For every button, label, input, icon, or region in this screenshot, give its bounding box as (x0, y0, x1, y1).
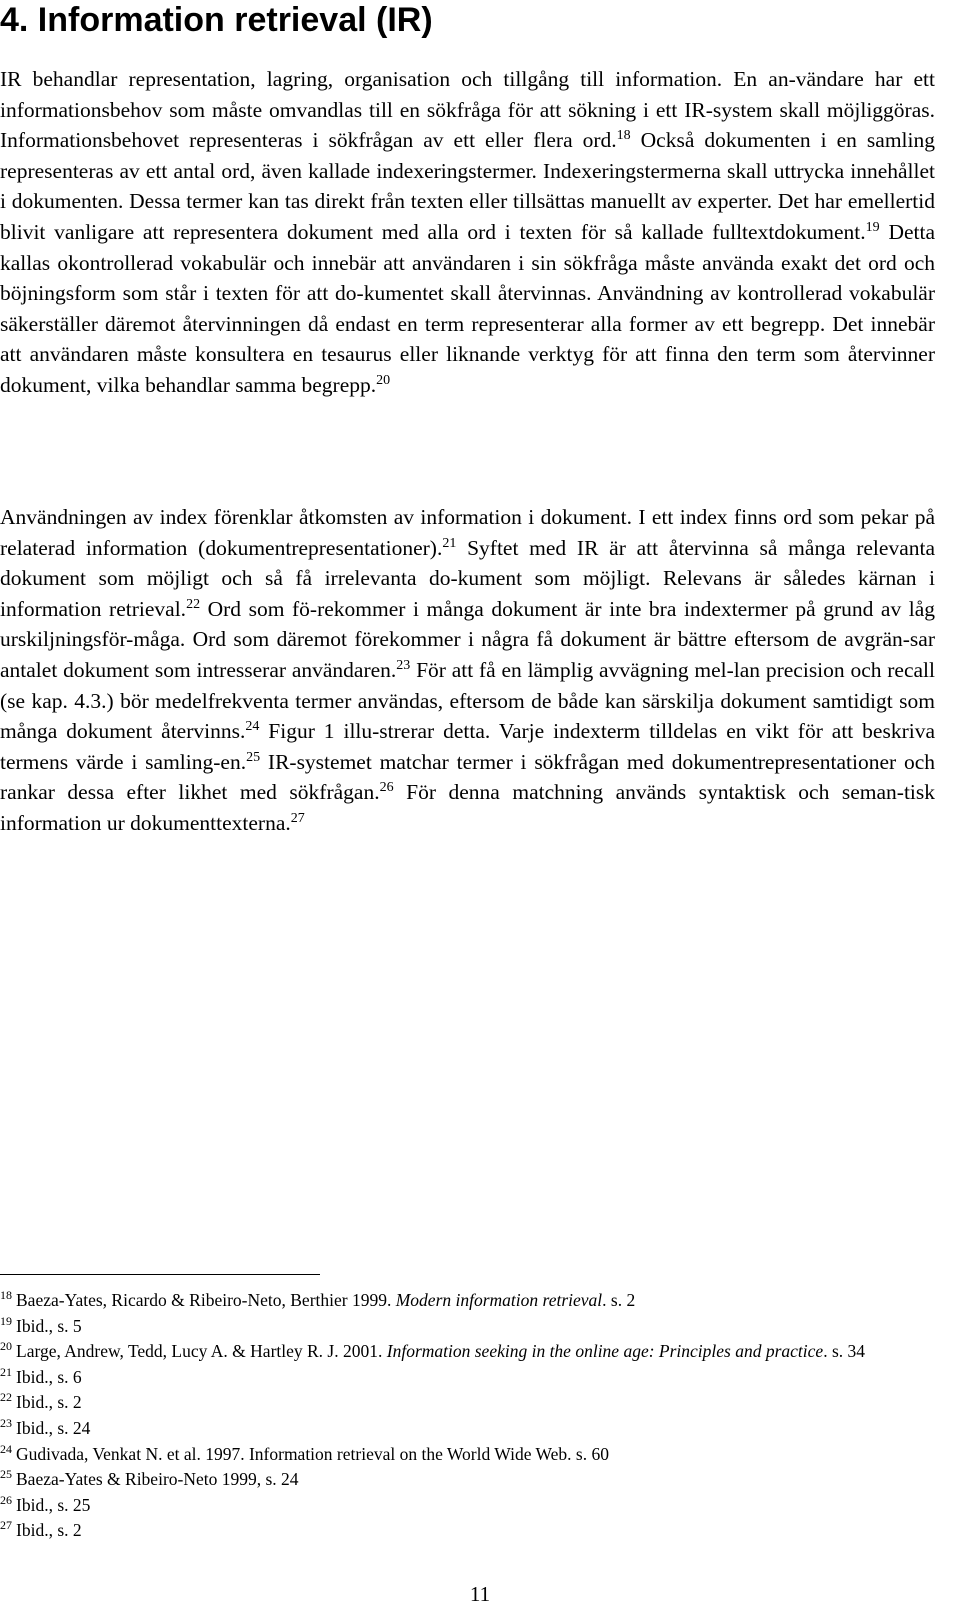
footnote-item (0, 1314, 945, 1340)
paragraph-1 (0, 64, 935, 401)
footnote-text: Baeza-Yates & Ribeiro-Neto 1999, s. 24 (16, 1469, 299, 1490)
footnote-title: Information seeking in the online age: Principles and practice (386, 1341, 824, 1362)
section-heading: 4. Information retrieval (IR) (0, 1, 433, 39)
paragraph-2-text-7: För denna matchning används syntaktisk och seman-tisk information ur dokumenttexterna. (0, 780, 936, 835)
footnote-number: 24 (0, 1441, 12, 1456)
footnote-text: Baeza-Yates, Ricardo & Ribeiro-Neto, Berthier 1999. (16, 1290, 392, 1310)
footnote-text: Ibid., s. 25 (16, 1494, 91, 1515)
paragraph-1-text-1: IR behandlar representation, lagring, organisation och tillgång till information. En an-vändare har ett informationsbehov som måste omvandlas till en sökfråga för att sökning i ett IR-system skall möjliggöras. Informationsbehovet representeras i sökfrågan av ett eller flera ord. (0, 67, 935, 153)
footnote-text: Ibid., s. 2 (16, 1392, 82, 1413)
paragraph-2-text-1: Användningen av index förenklar åtkomsten av information i dokument. I ett index finns ord som pekar på relaterad information (dokumentrepresentationer). (0, 505, 935, 560)
footnote-text: Ibid., s. 5 (16, 1315, 82, 1336)
footnote-number: 18 (0, 1288, 12, 1302)
footnote-ref-27[interactable]: 27 (290, 810, 305, 826)
footnote-number: 23 (0, 1415, 12, 1430)
footnote-ref-22[interactable]: 22 (186, 596, 201, 612)
footnote-ref-26[interactable]: 26 (379, 780, 394, 796)
footnote-item (0, 1467, 945, 1493)
footnote-number: 20 (0, 1339, 12, 1354)
footnote-ref-18[interactable]: 18 (616, 128, 631, 144)
footnote-item (0, 1493, 945, 1519)
footnote-ref-21[interactable]: 21 (442, 535, 457, 551)
paragraph-2-text-4: För att få en lämplig avvägning mel-lan precision och recall (se kap. 4.3.) bör medelfrekventa termer användas, eftersom de både kan särskilja dokument samtidigt som många dokument återvinns. (0, 657, 936, 744)
footnote-item (0, 1390, 945, 1416)
footnote-number: 21 (0, 1364, 12, 1379)
footnote-ref-20[interactable]: 20 (376, 372, 391, 388)
paragraph-2-text-6: IR-systemet matchar termer i sökfrågan med dokumentrepresentationer och rankar dessa efter likhet med sökfrågan. (0, 749, 936, 805)
paragraph-2-text-5: Figur 1 illu-strerar detta. Varje indexterm tilldelas en vikt för att beskriva termens värde i samling-en. (0, 719, 936, 774)
page-number: 11 (469, 1582, 491, 1606)
footnote-list (0, 1288, 945, 1544)
footnote-ref-23[interactable]: 23 (396, 657, 411, 673)
footnote-text: Ibid., s. 24 (16, 1417, 91, 1438)
footnote-separator (0, 1274, 320, 1275)
paragraph-2-text-2: Syftet med IR är att återvinna så många relevanta dokument som möjligt och så få irrelevanta do-kument som möjligt. Relevans är således kärnan i information retrieval. (0, 535, 936, 621)
paragraph-2 (0, 502, 935, 839)
footnote-ref-24[interactable]: 24 (245, 719, 260, 735)
footnote-item (0, 1518, 945, 1544)
footnote-number: 26 (0, 1492, 12, 1507)
footnote-ref-25[interactable]: 25 (246, 749, 261, 765)
footnote-text: Gudivada, Venkat N. et al. 1997. Information retrieval on the World Wide Web. s. 60 (16, 1443, 609, 1464)
footnote-item (0, 1339, 945, 1365)
footnote-suffix: . s. 2 (602, 1290, 636, 1310)
footnote-item (0, 1442, 945, 1468)
footnote-item (0, 1288, 945, 1314)
footnote-item (0, 1365, 945, 1391)
footnote-number: 19 (0, 1313, 12, 1328)
footnote-item (0, 1416, 945, 1442)
footnote-number: 27 (0, 1518, 12, 1533)
footnote-text: Ibid., s. 2 (16, 1520, 82, 1541)
footnote-suffix: . s. 34 (823, 1341, 865, 1362)
footnote-text: Ibid., s. 6 (16, 1366, 82, 1387)
footnote-ref-19[interactable]: 19 (865, 219, 880, 235)
footnote-number: 25 (0, 1467, 12, 1482)
footnote-text: Large, Andrew, Tedd, Lucy A. & Hartley R. J. 2001. (16, 1341, 383, 1362)
paragraph-1-text-3: Detta kallas okontrollerad vokabulär och innebär att användaren i sin sökfråga måste använda exakt det ord och böjningsform som står i texten för att do-kumentet skall återvinnas. Användning av kontrollerad vokabulär säkerställer däremot återvinningen då endast en term representerar alla former av ett begrepp. Det innebär att användaren måste konsultera en tesaurus eller liknande verktyg för att finna den term som återvinner dokument, vilka behandlar samma begrepp. (0, 219, 936, 397)
paragraph-1-text-2: Också dokumenten i en samling representeras av ett antal ord, även kallade indexeringstermer. Indexeringstermerna skall uttrycka innehållet i dokumenten. Dessa termer kan tas direkt från texten eller tillsättas manuellt av experter. Det har emellertid blivit vanligare att representera dokument med alla ord i texten för så kallade fulltextdokument. (0, 128, 935, 244)
paragraph-2-text-3: Ord som fö-rekommer i många dokument är inte bra indextermer på grund av låg urskiljningsför-måga. Ord som däremot förekommer i några få dokument är bättre eftersom de avgrän-sar antalet dokument som intresserar användaren. (0, 596, 936, 682)
footnote-title: Modern information retrieval (395, 1290, 603, 1310)
footnote-number: 22 (0, 1390, 12, 1405)
